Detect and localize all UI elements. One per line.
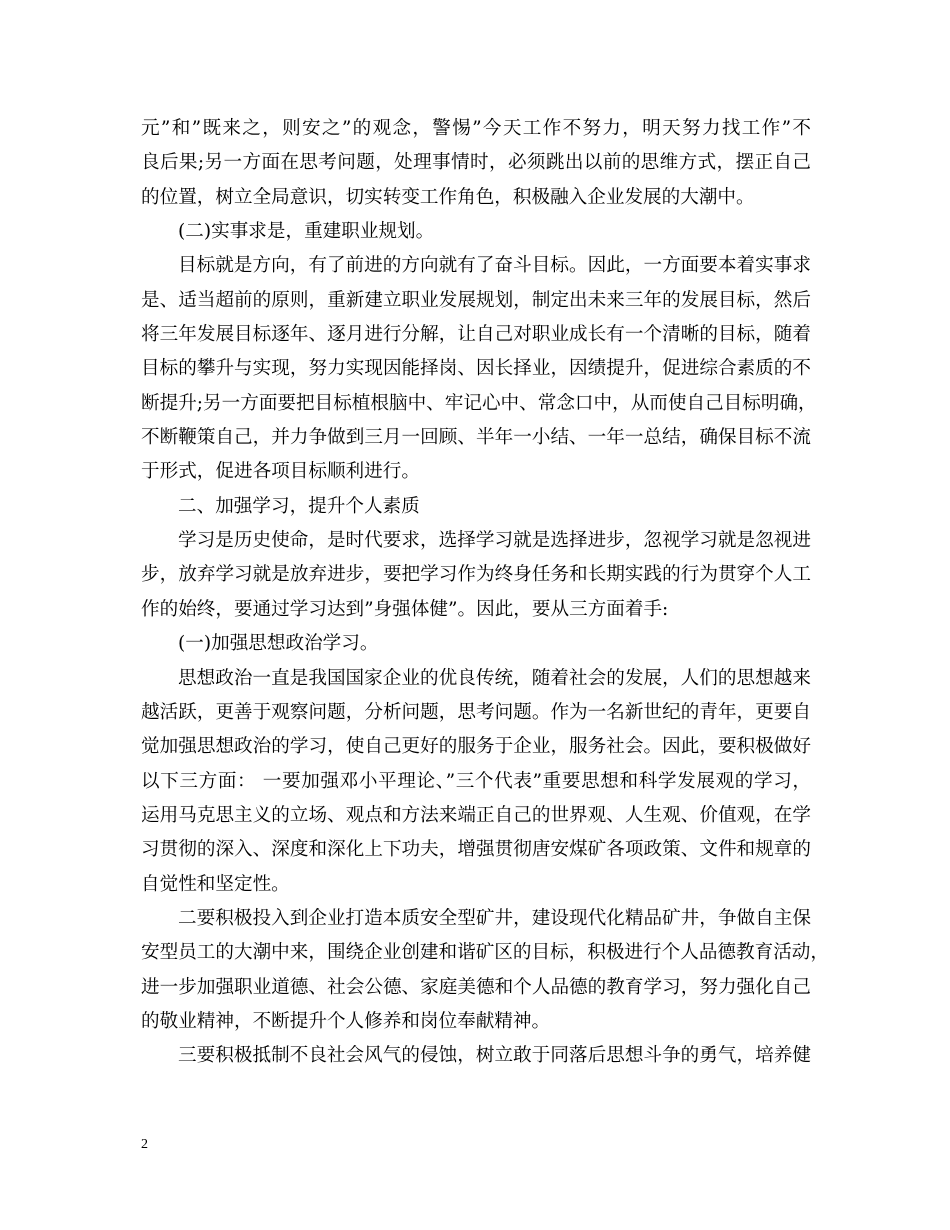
text-line: 作的始终，要通过学习达到”身强体健”。因此，要从三方面着手: (141, 598, 669, 620)
text-line: 二要积极投入到企业打造本质安全型矿井，建设现代化精品矿井，争做自主保 (178, 907, 811, 929)
text-line: 安型员工的大潮中来，围绕企业创建和谐矿区的目标，积极进行个人品德教育活动， (141, 942, 829, 964)
text-line: 良后果;另一方面在思考问题，处理事情时，必须跳出以前的思维方式，摆正自己 (141, 152, 811, 174)
text-line: 自觉性和坚定性。 (141, 873, 290, 895)
text-line: 步，放弃学习就是放弃进步，要把学习作为终身任务和长期实践的行为贯穿个人工 (141, 564, 811, 586)
text-line: 学习是历史使命，是时代要求，选择学习就是选择进步，忽视学习就是忽视进 (178, 530, 811, 552)
text-line: 越活跃，更善于观察问题，分析问题，思考问题。作为一名新世纪的青年，更要自 (141, 701, 811, 723)
text-line: 的位置，树立全局意识，切实转变工作角色，积极融入企业发展的大潮中。 (141, 186, 755, 208)
text-line: 习贯彻的深入、深度和深化上下功夫，增强贯彻唐安煤矿各项政策、文件和规章的 (141, 839, 811, 861)
text-line: 目标就是方向，有了前进的方向就有了奋斗目标。因此，一方面要本着实事求 (178, 255, 811, 277)
section-heading: 二、加强学习，提升个人素质 (178, 495, 420, 517)
page-number: 2 (141, 1137, 148, 1152)
text-line: 断提升;另一方面要把目标植根脑中、牢记心中、常念口中，从而使自己目标明确， (141, 392, 817, 414)
text-line: 以下三方面： 一要加强邓小平理论、”三个代表”重要思想和科学发展观的学习， (141, 770, 811, 792)
text-line: 三要积极抵制不良社会风气的侵蚀，树立敢于同落后思想斗争的勇气，培养健 (178, 1045, 811, 1067)
text-line: 觉加强思想政治的学习，使自己更好的服务于企业，服务社会。因此，要积极做好 (141, 736, 811, 758)
text-line: 是、适当超前的原则，重新建立职业发展规划，制定出未来三年的发展目标，然后 (141, 289, 811, 311)
text-line: 于形式，促进各项目标顺利进行。 (141, 461, 420, 483)
body-text (141, 112, 829, 1074)
text-line: 进一步加强职业道德、社会公德、家庭美德和个人品德的教育学习，努力强化自己 (141, 976, 811, 998)
text-line: 思想政治一直是我国国家企业的优良传统，随着社会的发展，人们的思想越来 (178, 667, 811, 689)
text-line: 目标的攀升与实现，努力实现因能择岗、因长择业，因绩提升，促进综合素质的不 (141, 358, 811, 380)
section-heading: (二)实事求是，重建职业规划。 (178, 221, 435, 243)
text-line: 运用马克思主义的立场、观点和方法来端正自己的世界观、人生观、价值观，在学 (141, 804, 811, 826)
section-heading: (一)加强思想政治学习。 (178, 633, 379, 655)
text-line: 不断鞭策自己，并力争做到三月一回顾、半年一小结、一年一总结，确保目标不流 (141, 427, 811, 449)
text-line: 的敬业精神，不断提升个人修养和岗位奉献精神。 (141, 1010, 551, 1032)
text-line: 元”和”既来之，则安之”的观念，警惕”今天工作不努力，明天努力找工作”不 (141, 118, 811, 139)
text-line: 将三年发展目标逐年、逐月进行分解，让自己对职业成长有一个清晰的目标，随着 (141, 324, 811, 346)
